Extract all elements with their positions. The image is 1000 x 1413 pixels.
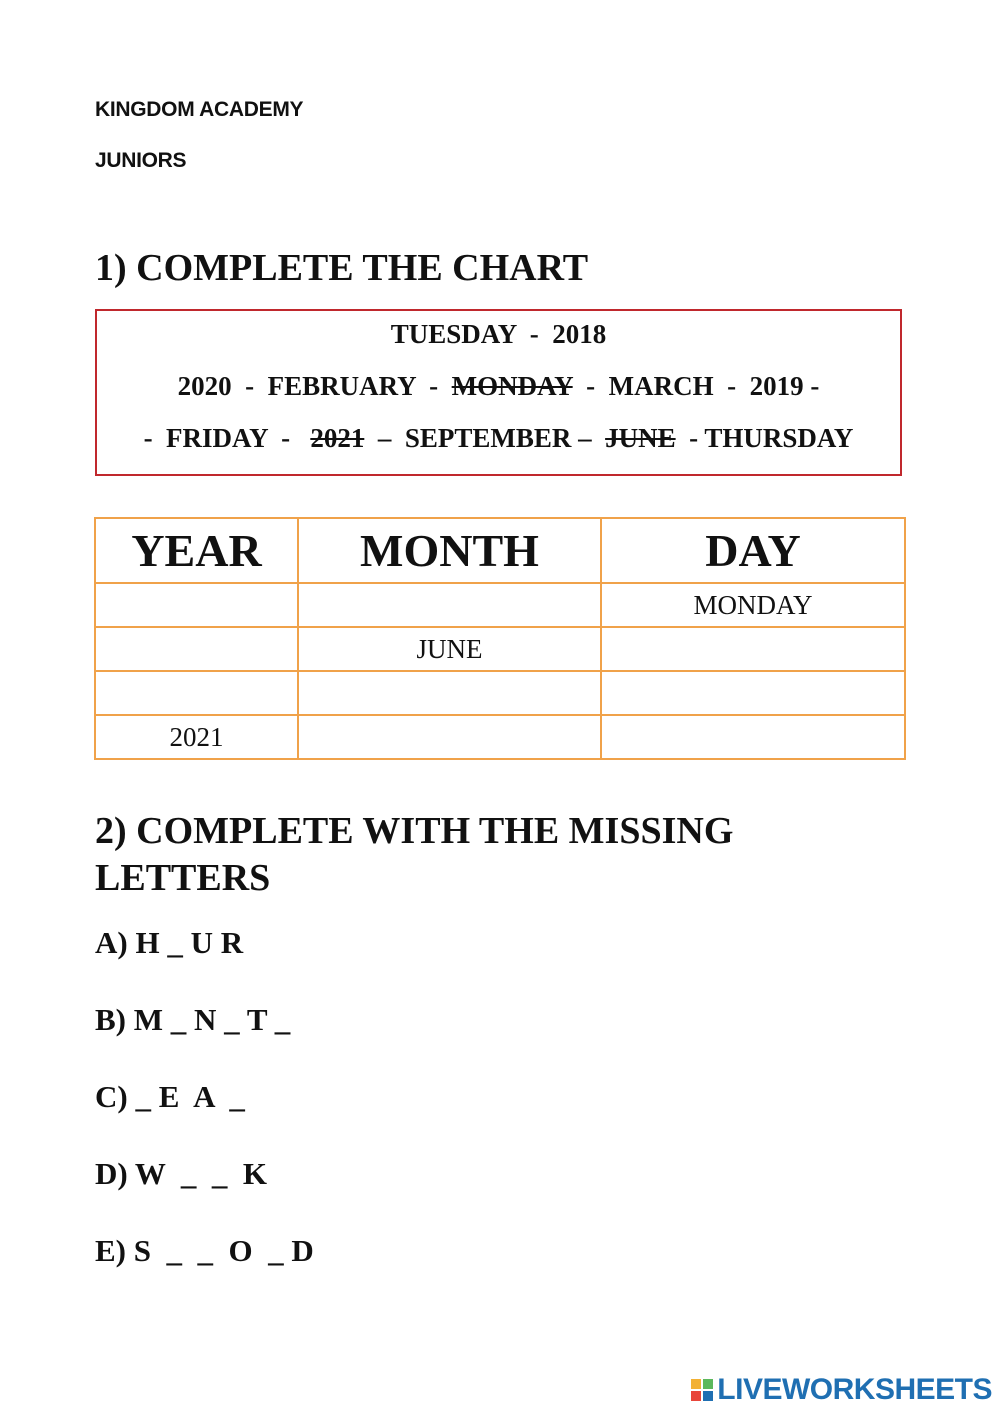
table-row <box>95 583 905 627</box>
word-bank-line-2-segment: - MARCH - 2019 - <box>572 371 820 401</box>
word-bank-line-3-struck-word: 2021 <box>310 423 365 453</box>
day-cell[interactable] <box>601 715 905 759</box>
section-2-title <box>95 808 733 902</box>
word-bank-line-2 <box>97 371 900 402</box>
section-2-title-line-1: 2) COMPLETE WITH THE MISSING <box>95 810 734 852</box>
table-row <box>95 671 905 715</box>
year-cell[interactable] <box>95 583 298 627</box>
missing-letters-item-b[interactable]: B) M _ N _ T _ <box>95 1002 291 1037</box>
word-bank-line-3 <box>97 423 900 454</box>
class-level: JUNIORS <box>95 149 187 172</box>
liveworksheets-logo-icon <box>690 1378 714 1402</box>
year-cell[interactable] <box>95 671 298 715</box>
year-cell[interactable]: 2021 <box>95 715 298 759</box>
year-month-day-table <box>94 517 906 760</box>
month-cell[interactable]: JUNE <box>298 627 601 671</box>
missing-letters-item-a[interactable]: A) H _ U R <box>95 925 244 960</box>
brand-text: LIVEWORKSHEETS <box>717 1373 992 1406</box>
header-month: MONTH <box>298 518 601 583</box>
school-name: KINGDOM ACADEMY <box>95 98 304 121</box>
day-cell[interactable] <box>601 671 905 715</box>
word-bank-line-2-struck-word: MONDAY <box>451 371 573 401</box>
word-bank-line-1: TUESDAY - 2018 <box>390 319 607 349</box>
day-cell[interactable]: MONDAY <box>601 583 905 627</box>
word-bank-line-3-segment: – SEPTEMBER – <box>364 423 606 453</box>
missing-letters-item-e[interactable]: E) S _ _ O _ D <box>95 1233 314 1268</box>
section-1-title: 1) COMPLETE THE CHART <box>95 247 589 289</box>
word-bank-line-3-segment: - THURSDAY <box>675 423 854 453</box>
table-row <box>95 715 905 759</box>
header-year: YEAR <box>95 518 298 583</box>
section-2-title-line-2: LETTERS <box>95 857 271 899</box>
word-bank-line-2-segment: 2020 - FEBRUARY - <box>177 371 452 401</box>
month-cell[interactable] <box>298 583 601 627</box>
word-bank-line-3-struck-word: JUNE <box>605 423 676 453</box>
table-row <box>95 627 905 671</box>
month-cell[interactable] <box>298 715 601 759</box>
header-day: DAY <box>601 518 905 583</box>
liveworksheets-brand <box>690 1373 992 1407</box>
word-bank-box <box>95 309 902 476</box>
missing-letters-item-c[interactable]: C) _ E A _ <box>95 1079 245 1114</box>
word-bank-line-3-segment: - FRIDAY - <box>143 423 311 453</box>
missing-letters-item-d[interactable]: D) W _ _ K <box>95 1156 267 1191</box>
table-header-row <box>95 518 905 583</box>
year-cell[interactable] <box>95 627 298 671</box>
day-cell[interactable] <box>601 627 905 671</box>
month-cell[interactable] <box>298 671 601 715</box>
